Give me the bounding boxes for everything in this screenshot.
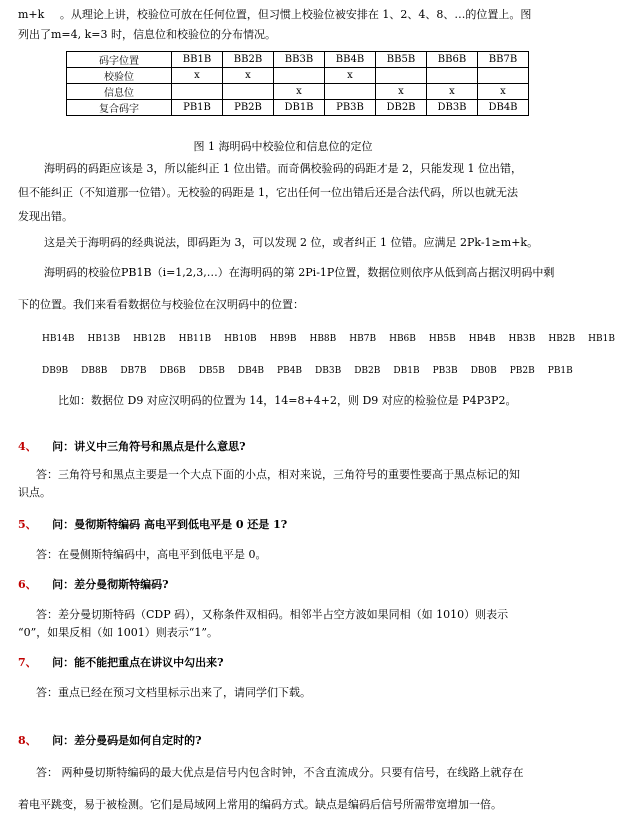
hb-position-label: HB3B bbox=[508, 334, 536, 344]
table-cell: x bbox=[376, 84, 427, 100]
hb-position-row bbox=[42, 334, 628, 344]
qa-8-q: 问：差分曼码是如何自定时的? bbox=[52, 734, 202, 747]
qa-6-answer-2: “0”，如果反相（如 1001）则表示“1”。 bbox=[18, 626, 218, 639]
hb-position-label: HB1B bbox=[588, 334, 615, 344]
db-position-label: DB0B bbox=[470, 366, 497, 376]
db-position-label: DB2B bbox=[354, 366, 381, 376]
table-cell bbox=[172, 84, 223, 100]
db-position-label: DB1B bbox=[393, 366, 420, 376]
intro-m-plus-k: m+k bbox=[18, 8, 45, 21]
hb-position-label: HB11B bbox=[178, 334, 212, 344]
table-cell: DB4B bbox=[478, 100, 529, 116]
qa-6-answer-1: 答：差分曼切斯特码（CDP 码），又称条件双相码。相邻半占空方波如果同相（如 1010）则表示 bbox=[36, 608, 509, 621]
db-position-label: PB2B bbox=[509, 366, 535, 376]
hb-position-label: HB7B bbox=[349, 334, 377, 344]
table-cell: x bbox=[325, 68, 376, 84]
intro-line-1 bbox=[18, 8, 560, 22]
hb-position-label: HB12B bbox=[133, 334, 166, 344]
table-cell: BB1B bbox=[172, 52, 223, 68]
qa-4-number: 4、 bbox=[18, 440, 37, 453]
table-cell: BB3B bbox=[274, 52, 325, 68]
table-cell: BB2B bbox=[223, 52, 274, 68]
figure-caption: 图 1 海明码中校验位和信息位的定位 bbox=[193, 140, 373, 153]
table-cell bbox=[478, 68, 529, 84]
table-cell bbox=[274, 68, 325, 84]
qa-6-question bbox=[18, 578, 560, 592]
qa-7-answer-1: 答：重点已经在预习文档里标示出来了，请同学们下载。 bbox=[36, 686, 311, 699]
para1-line-3: 发现出错。 bbox=[18, 210, 73, 223]
qa-7-q: 问：能不能把重点在讲议中勾出来? bbox=[52, 656, 224, 669]
table-cell: x bbox=[427, 84, 478, 100]
hb-position-label: HB2B bbox=[548, 334, 576, 344]
para3-line-2: 下的位置。我们来看看数据位与校验位在汉明码中的位置： bbox=[18, 298, 304, 311]
hb-position-label: HB10B bbox=[224, 334, 257, 344]
qa-7-number: 7、 bbox=[18, 656, 37, 669]
db-position-row bbox=[42, 366, 586, 376]
qa-8-number: 8、 bbox=[18, 734, 37, 747]
qa-4-question bbox=[18, 440, 560, 454]
qa-4-answer-1: 答：三角符号和黑点主要是一个大点下面的小点，相对来说，三角符号的重要性要高于黑点标记的知 bbox=[36, 468, 520, 481]
table-cell: PB2B bbox=[223, 100, 274, 116]
hb-position-label: HB9B bbox=[269, 334, 297, 344]
qa-6-number: 6、 bbox=[18, 578, 37, 591]
table-cell: DB3B bbox=[427, 100, 478, 116]
hb-position-label: HB5B bbox=[428, 334, 456, 344]
table-cell: DB1B bbox=[274, 100, 325, 116]
qa-6-q: 问：差分曼彻斯特编码? bbox=[52, 578, 169, 591]
table-cell bbox=[325, 84, 376, 100]
intro-text-1: 。从理论上讲，校验位可放在任何位置，但习惯上校验位被安排在 1、2、4、8、…的位置上。图 bbox=[59, 8, 532, 21]
hb-position-label: HB8B bbox=[309, 334, 337, 344]
qa-5-question bbox=[18, 518, 560, 532]
db-position-label: PB1B bbox=[547, 366, 573, 376]
table-cell: BB4B bbox=[325, 52, 376, 68]
table-cell: x bbox=[172, 68, 223, 84]
table-row-label: 码字位置 bbox=[67, 52, 172, 68]
db-position-label: PB4B bbox=[277, 366, 303, 376]
table-cell: x bbox=[223, 68, 274, 84]
para1-line-1: 海明码的码距应该是 3，所以能纠正 1 位出错。而奇偶校验码的码距才是 2，只能发现 1 位出错， bbox=[44, 162, 522, 175]
table-cell: DB2B bbox=[376, 100, 427, 116]
table-cell bbox=[223, 84, 274, 100]
para1-line-2: 但不能纠正（不知道那一位错）。无校验的码距是 1，它出任何一位出错后还是合法代码，所以也就无法 bbox=[18, 186, 518, 199]
hb-position-label: HB6B bbox=[389, 334, 416, 344]
table-cell bbox=[427, 68, 478, 84]
db-position-label: DB9B bbox=[42, 366, 69, 376]
db-position-label: PB3B bbox=[432, 366, 458, 376]
db-position-label: DB4B bbox=[237, 366, 265, 376]
para3-line-1: 海明码的校验位PB1B（i=1,2,3,…）在海明码的第 2Pi-1P位置，数据位则依序从低到高占据汉明码中剩 bbox=[44, 266, 555, 279]
table-row bbox=[67, 68, 529, 84]
table-cell: BB7B bbox=[478, 52, 529, 68]
table-cell: BB5B bbox=[376, 52, 427, 68]
hamming-distribution-table bbox=[66, 51, 529, 116]
table-row bbox=[67, 84, 529, 100]
table-row bbox=[67, 100, 529, 116]
qa-8-answer-1: 答： 两种曼切斯特编码的最大优点是信号内包含时钟，不含直流成分。只要有信号，在线路上就存在 bbox=[36, 766, 524, 779]
qa-5-q: 问：曼彻斯特编码 高电平到低电平是 0 还是 1? bbox=[52, 518, 288, 531]
qa-7-question bbox=[18, 656, 560, 670]
qa-5-number: 5、 bbox=[18, 518, 37, 531]
table-row-label: 信息位 bbox=[67, 84, 172, 100]
hb-position-label: HB4B bbox=[468, 334, 496, 344]
table-row bbox=[67, 52, 529, 68]
qa-4-q: 问：讲义中三角符号和黑点是什么意思? bbox=[52, 440, 246, 453]
table-cell: x bbox=[478, 84, 529, 100]
qa-4-answer-2: 识点。 bbox=[18, 486, 51, 499]
table-row-label: 校验位 bbox=[67, 68, 172, 84]
db-position-label: DB7B bbox=[120, 366, 147, 376]
table-cell: PB1B bbox=[172, 100, 223, 116]
table-row-label: 复合码字 bbox=[67, 100, 172, 116]
hb-position-label: HB13B bbox=[87, 334, 121, 344]
table-cell: PB3B bbox=[325, 100, 376, 116]
qa-8-answer-2: 着电平跳变，易于被检测。它们是局域网上常用的编码方式。缺点是编码后信号所需带宽增加一倍。 bbox=[18, 798, 502, 811]
table-cell bbox=[376, 68, 427, 84]
db-position-label: DB6B bbox=[159, 366, 186, 376]
qa-8-question bbox=[18, 734, 560, 748]
table-cell: x bbox=[274, 84, 325, 100]
table-cell: BB6B bbox=[427, 52, 478, 68]
intro-line-2: 列出了m=4, k=3 时，信息位和校验位的分布情况。 bbox=[18, 28, 277, 41]
db-position-label: DB3B bbox=[315, 366, 342, 376]
para2-line: 这是关于海明码的经典说法，即码距为 3，可以发现 2 位，或者纠正 1 位错。应满足 2Pk-1≥m+k。 bbox=[44, 236, 539, 249]
db-position-label: DB8B bbox=[81, 366, 108, 376]
example-line: 比如：数据位 D9 对应汉明码的位置为 14，14=8+4+2，则 D9 对应的检验位是 P4P3P2。 bbox=[58, 394, 517, 407]
db-position-label: DB5B bbox=[198, 366, 225, 376]
qa-5-answer-1: 答：在曼侧斯特编码中，高电平到低电平是 0。 bbox=[36, 548, 267, 561]
hb-position-label: HB14B bbox=[42, 334, 75, 344]
